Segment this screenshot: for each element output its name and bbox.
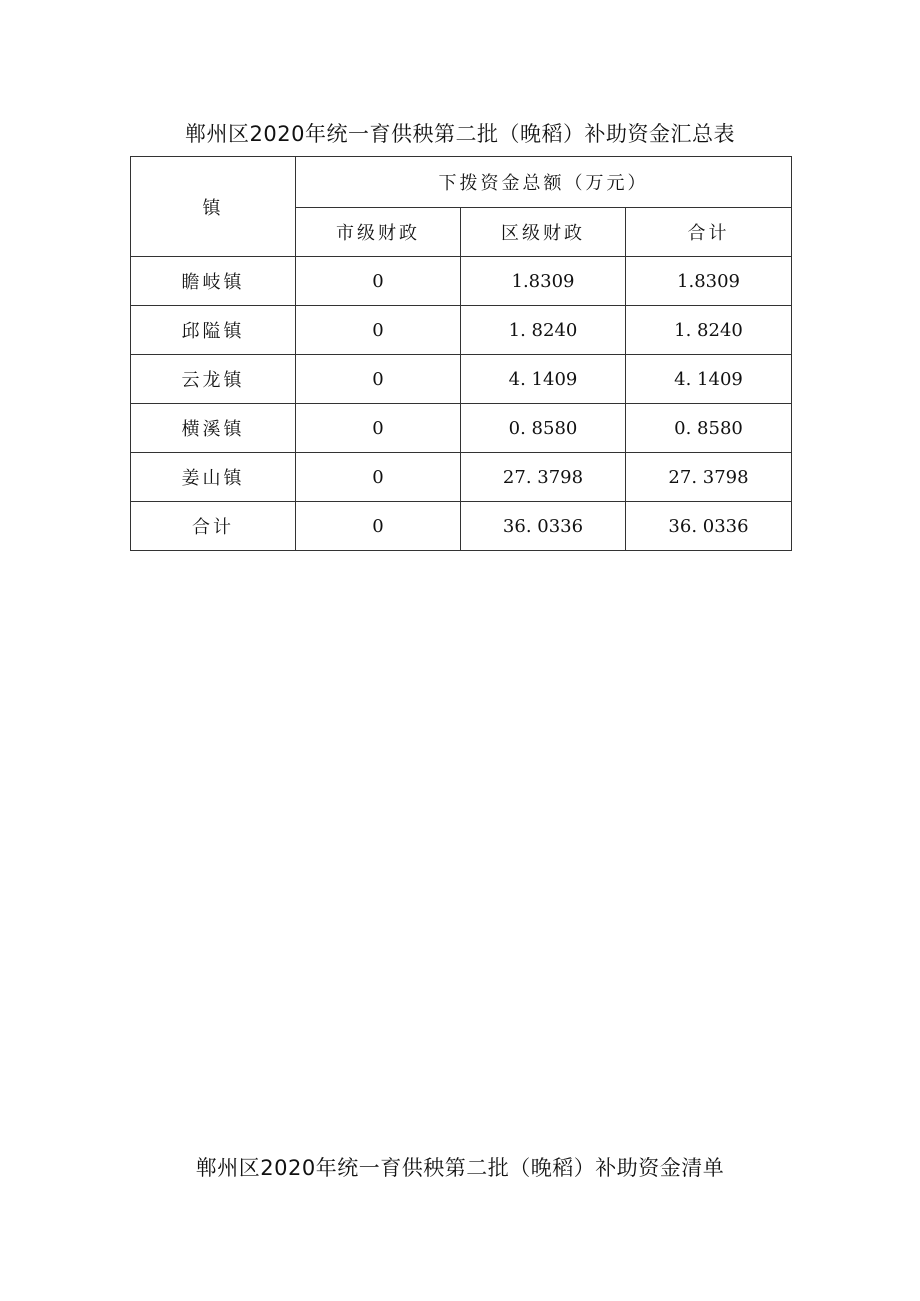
city-finance-cell: 0 xyxy=(296,404,461,453)
table-row xyxy=(131,257,792,306)
district-finance-cell: 1.8309 xyxy=(461,257,626,306)
city-finance-column-header: 市级财政 xyxy=(296,208,461,257)
total-column-header: 合计 xyxy=(626,208,792,257)
table-row xyxy=(131,355,792,404)
funding-summary-table xyxy=(130,156,792,551)
table-total-row xyxy=(131,502,792,551)
total-cell: 27. 3798 xyxy=(626,453,792,502)
town-cell: 姜山镇 xyxy=(131,453,296,502)
town-cell: 邱隘镇 xyxy=(131,306,296,355)
district-finance-cell: 36. 0336 xyxy=(461,502,626,551)
town-cell: 横溪镇 xyxy=(131,404,296,453)
town-column-header: 镇 xyxy=(131,157,296,257)
district-finance-cell: 0. 8580 xyxy=(461,404,626,453)
page-title: 郸州区2020年统一育供秧第二批（晚稻）补助资金汇总表 xyxy=(185,122,735,146)
total-cell: 36. 0336 xyxy=(626,502,792,551)
total-cell: 4. 1409 xyxy=(626,355,792,404)
city-finance-cell: 0 xyxy=(296,453,461,502)
table-row xyxy=(131,306,792,355)
next-page-title: 郸州区2020年统一育供秧第二批（晚稻）补助资金清单 xyxy=(195,1156,725,1180)
table-row xyxy=(131,453,792,502)
district-finance-cell: 1. 8240 xyxy=(461,306,626,355)
district-finance-cell: 27. 3798 xyxy=(461,453,626,502)
town-cell: 瞻岐镇 xyxy=(131,257,296,306)
city-finance-cell: 0 xyxy=(296,502,461,551)
town-cell: 合计 xyxy=(131,502,296,551)
total-cell: 0. 8580 xyxy=(626,404,792,453)
table-row xyxy=(131,404,792,453)
district-finance-cell: 4. 1409 xyxy=(461,355,626,404)
district-finance-column-header: 区级财政 xyxy=(461,208,626,257)
town-cell: 云龙镇 xyxy=(131,355,296,404)
city-finance-cell: 0 xyxy=(296,306,461,355)
total-cell: 1. 8240 xyxy=(626,306,792,355)
city-finance-cell: 0 xyxy=(296,257,461,306)
funding-total-group-header: 下拨资金总额（万元） xyxy=(296,157,792,208)
city-finance-cell: 0 xyxy=(296,355,461,404)
total-cell: 1.8309 xyxy=(626,257,792,306)
